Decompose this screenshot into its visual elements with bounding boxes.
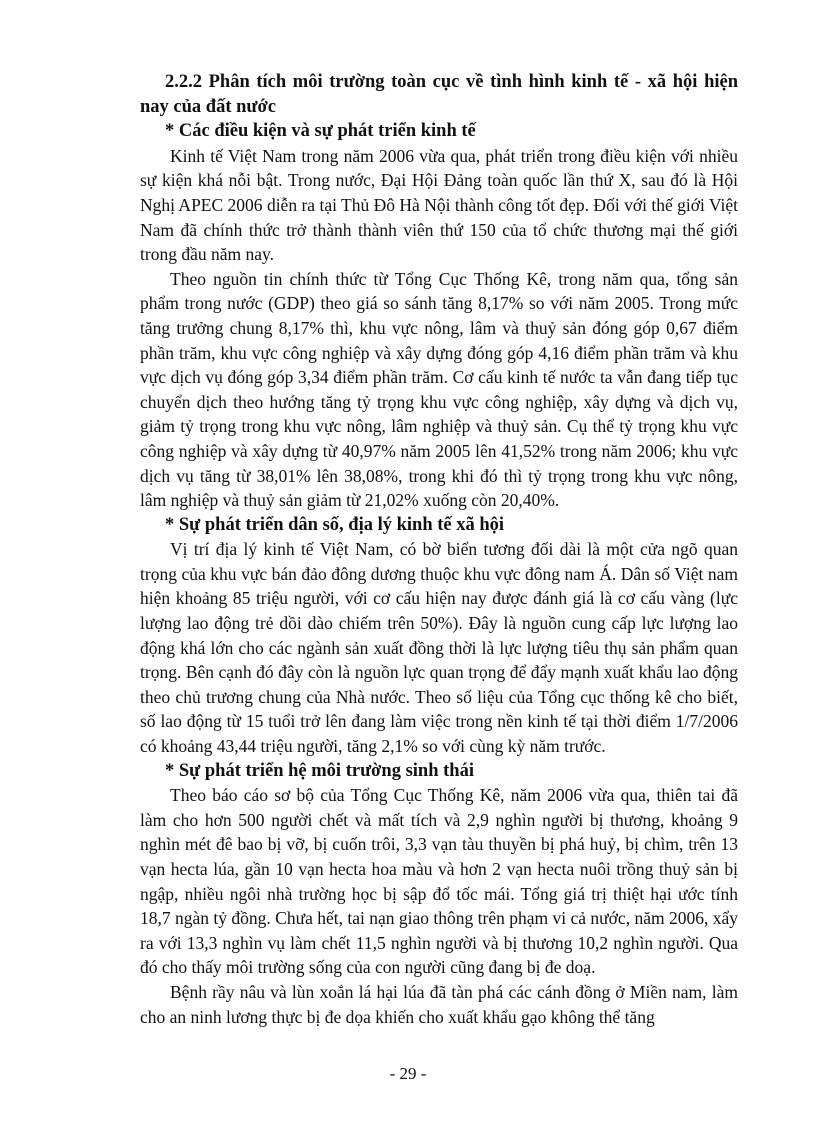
paragraph: Theo nguồn tin chính thức từ Tổng Cục Thống Kê, trong năm qua, tổng sản phẩm trong nước (GDP) theo giá so sánh tăng 8,17% so với năm 2005. Trong mức tăng trưởng chung 8,17% thì, khu vực nông, lâm và thuỷ sản đóng góp 0,67 điểm phần trăm, khu vực công nghiệp và xây dựng đóng góp 4,16 điểm phần trăm và khu vực dịch vụ đóng góp 3,34 điểm phần trăm. Cơ cấu kinh tế nước ta vẫn đang tiếp tục chuyển dịch theo hướng tăng tỷ trọng khu vực công nghiệp, xây dựng và dịch vụ, giảm tỷ trọng trong khu vực nông, lâm nghiệp và thuỷ sản. Cụ thể tỷ trọng khu vực công nghiệp và xây dựng từ 40,97% năm 2005 lên 41,52% trong năm 2006; khu vực dịch vụ tăng từ 38,01% lên 38,08%, trong khi đó thì tỷ trọng trong khu vực nông, lâm nghiệp và thuỷ sản giảm từ 21,02% xuống còn 20,40%. (140, 268, 738, 511)
subsection-heading-population: * Sự phát triển dân số, địa lý kinh tế xã hội (165, 514, 505, 535)
paragraph: Vị trí địa lý kinh tế Việt Nam, có bờ biển tương đối dài là một cửa ngõ quan trọng của khu vực bán đảo đông dương thuộc khu vực đông nam Á. Dân số Việt nam hiện khoảng 85 triệu người, với cơ cấu hiện nay được đánh giá là cơ cấu vàng (lực lượng lao động trẻ dồi dào chiếm trên 50%). Đây là nguồn cung cấp lực lượng lao động khá lớn cho các ngành sản xuất đồng thời là lực lượng tiêu thụ sản phẩm quan trọng. Bên cạnh đó đây còn là nguồn lực quan trọng để đẩy mạnh xuất khẩu lao động theo chủ trương chung của Nhà nước. Theo số liệu của Tổng cục thống kê cho biết, số lao động từ 15 tuổi trở lên đang làm việc trong nền kinh tế tại thời điểm 1/7/2006 có khoảng 43,44 triệu người, tăng 2,1% so với cùng kỳ năm trước. (140, 539, 738, 757)
paragraph: Theo báo cáo sơ bộ của Tổng Cục Thống Kê, năm 2006 vừa qua, thiên tai đã làm cho hơn 500 người chết và mất tích và 2,9 nghìn người bị thương, khoảng 9 nghìn mét đê bao bị vỡ, bị cuốn trôi, 3,3 vạn tàu thuyền bị phá huỷ, bị chìm, trên 13 vạn hecta lúa, gần 10 vạn hecta hoa màu và hơn 2 vạn hecta nuôi trồng thuỷ sản bị ngập, nhiều ngôi nhà trường học bị sập đổ tốc mái. Tổng giá trị thiệt hại ước tính 18,7 ngàn tỷ đồng. Chưa hết, tai nạn giao thông trên phạm vi cả nước, năm 2006, xẩy ra với 13,3 nghìn vụ làm chết 11,5 nghìn người và bị thương 10,2 nghìn người. Qua đó cho thấy môi trường sống của con người cũng đang bị đe doạ. (140, 785, 738, 978)
page-number: - 29 - (389, 1064, 427, 1083)
subsection-heading-economy: * Các điều kiện và sự phát triển kinh tế (165, 121, 476, 142)
document-page (140, 70, 738, 1029)
subsection-heading-environment: * Sự phát triển hệ môi trường sinh thái (165, 760, 474, 781)
section-title: 2.2.2 Phân tích môi trường toàn cục về tình hình kinh tế - xã hội hiện nay của đất nước (140, 72, 738, 117)
paragraph: Bệnh rầy nâu và lùn xoắn lá hại lúa đã tàn phá các cánh đồng ở Miền nam, làm cho an ninh lương thực bị đe dọa khiến cho xuất khẩu gạo không thể tăng (140, 981, 738, 1027)
paragraph: Kinh tế Việt Nam trong năm 2006 vừa qua, phát triển trong điều kiện với nhiều sự kiện khá nỗi bật. Trong nước, Đại Hội Đảng toàn quốc lần thứ X, sau đó là Hội Nghị APEC 2006 diễn ra tại Thủ Đô Hà Nội thành công tốt đẹp. Đối với thế giới Việt Nam đã chính thức trở thành thành viên thứ 150 của tổ chức thương mại thế giới trong đầu năm nay. (140, 145, 738, 265)
